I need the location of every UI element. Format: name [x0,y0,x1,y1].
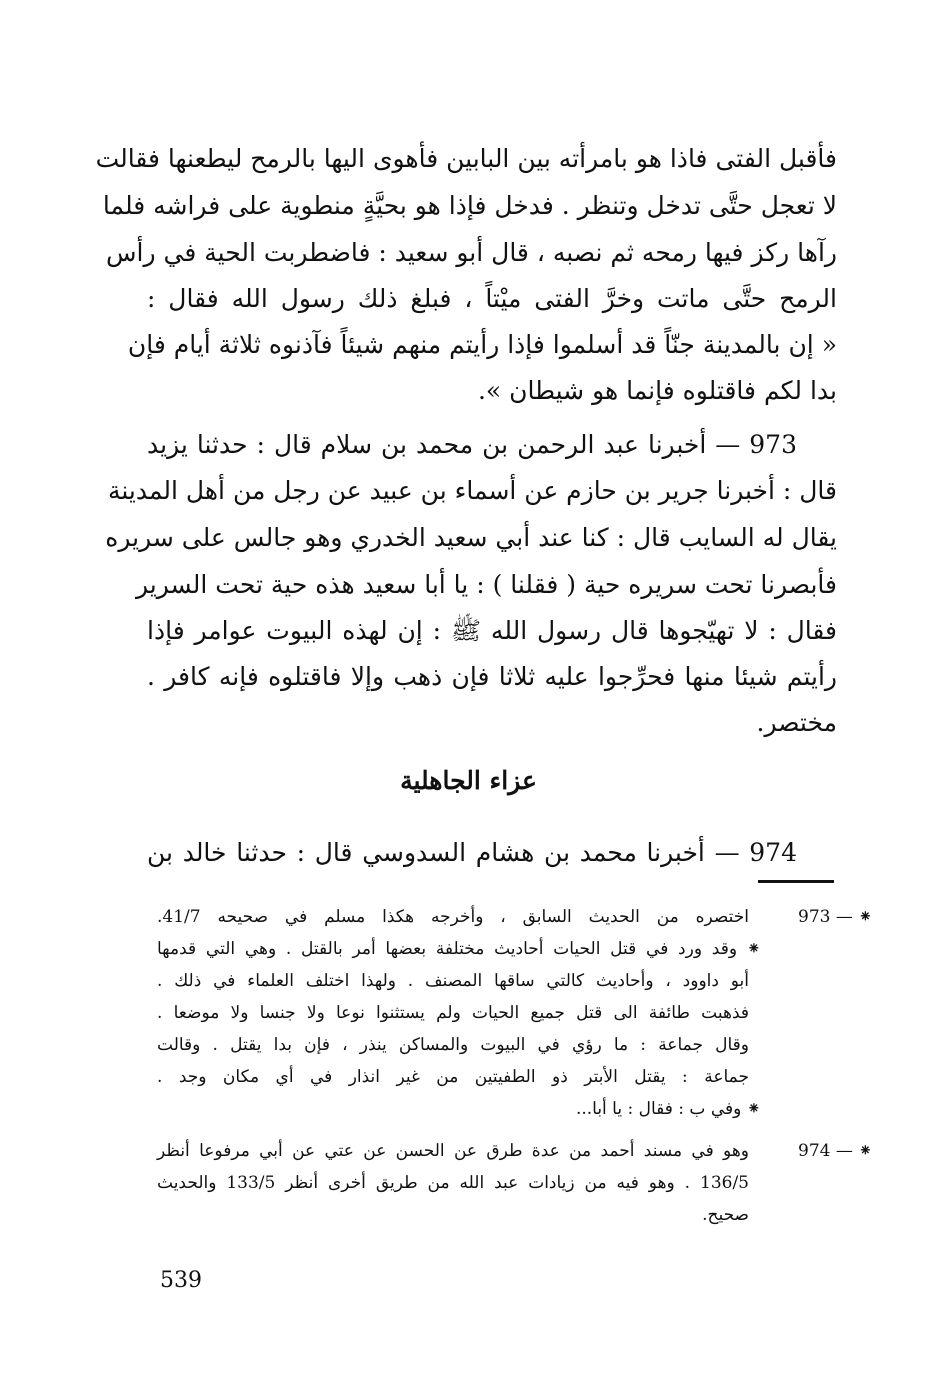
text-line: فأبصرنا تحت سريره حية ( فقلنا ) : يا أبا سعيد هذه حية تحت السرير [135,570,837,599]
text-line: لا تعجل حتَّى تدخل وتنظر . فدخل فإذا هو بحيَّةٍ منطوية على فراشه فلما [102,191,837,220]
footnote-line: ⁕ وقد ورد في قتل الحيات أحاديث مختلفة بعضها أمر بالقتل . وهي التي قدمها [157,939,761,959]
footnote-line: فذهبت طائفة الى قتل جميع الحيات ولم يستثنوا نوعا ولا جنسا ولا موضعا . [157,1003,749,1023]
footnote-line: ⁕ وفي ب : فقال : يا أبا... [575,1099,761,1119]
hadith-973-first-line: 973 — أخبرنا عبد الرحمن بن محمد بن سلام قال : حدثنا يزيد [147,430,797,459]
text-line: رأيتم شيئا منها فحرِّجوا عليه ثلاثا فإن ذهب وإلا فاقتلوه فإنه كافر . [147,662,837,691]
footnote-line: اختصره من الحديث السابق ، وأخرجه هكذا مسلم في صحيحه 41/7. [157,907,749,927]
footnote-line: صحيح. [702,1205,749,1225]
section-heading: عزاء الجاهلية [400,766,537,795]
text-line: الرمح حتَّى ماتت وخرَّ الفتى ميْتاً ، فبلغ ذلك رسول الله فقال : [147,284,837,313]
text-line: يقال له السايب قال : كنا عند أبي سعيد الخدري وهو جالس على سريره [105,523,837,552]
footnote-label: 973 — ⁕ [798,907,873,927]
text-line: « إن بالمدينة جنّاً قد أسلموا فإذا رأيتم منهم شيئاً فآذنوه ثلاثة أيام فإن [127,330,837,359]
text-line: فقال : لا تهيّجوها قال رسول الله ﷺ : إن لهذه البيوت عوامر فإذا [147,616,837,645]
page-number: 539 [160,1268,202,1293]
text-line: بدا لكم فاقتلوه فإنما هو شيطان ». [477,376,837,405]
text-line: فأقبل الفتى فاذا هو بامرأته بين البابين فأهوى اليها بالرمح ليطعنها فقالت [95,144,837,173]
text-line: رآها ركز فيها رمحه ثم نصبه ، قال أبو سعيد : فاضطربت الحية في رأس [106,238,837,267]
footnote-line: وقال جماعة : ما رؤي في البيوت والمساكن ينذر ، فإن بدا يقتل . وقالت [157,1035,749,1055]
footnote-line: 136/5 . وهو فيه من زيادات عبد الله من طريق أخرى أنظر 133/5 والحديث [157,1173,749,1193]
footnote-line: أبو داوود ، وأحاديث كالتي ساقها المصنف . ولهذا اختلف العلماء في ذلك . [157,971,749,991]
footnote-separator [758,880,834,883]
text-line: مختصر. [756,708,837,737]
footnote-line: جماعة : يقتل الأبتر ذو الطفيتين من غير انذار في أي مكان وجد . [157,1067,749,1087]
text-line: قال : أخبرنا جرير بن حازم عن أسماء بن عبيد عن رجل من أهل المدينة [107,476,837,505]
hadith-974-first-line: 974 — أخبرنا محمد بن هشام السدوسي قال : حدثنا خالد بن [147,838,797,867]
footnote-label: 974 — ⁕ [798,1141,873,1161]
footnote-line: وهو في مسند أحمد من عدة طرق عن الحسن عن عتي عن أبي مرفوعا أنظر [157,1141,749,1161]
